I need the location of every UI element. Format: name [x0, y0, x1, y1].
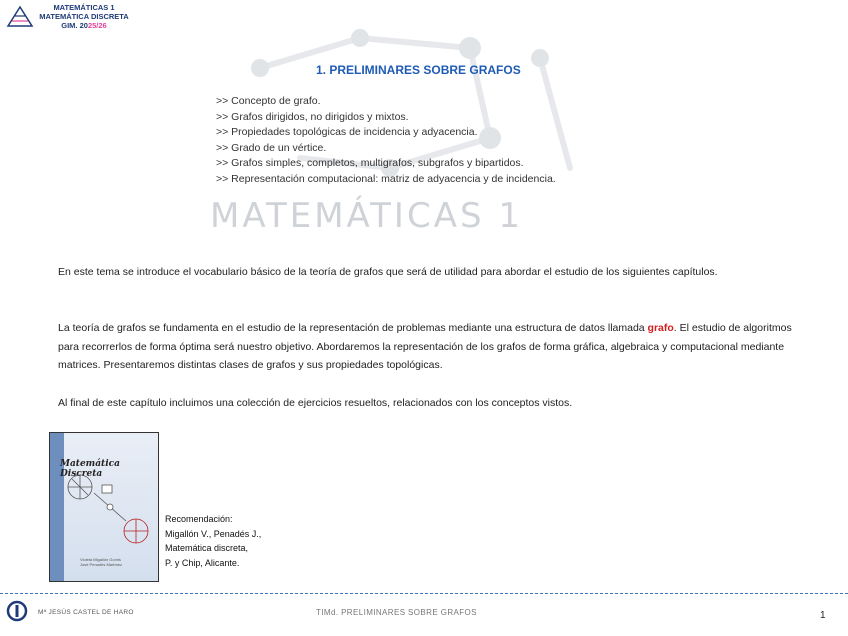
book-cover-author: Violeta Migallón Gomis: [80, 557, 121, 562]
theory-text-start: La teoría de grafos se fundamenta en el estudio de la representación de problemas mediante una estructura de datos llamada: [58, 322, 648, 334]
book-cover-authors: [80, 557, 122, 567]
course-year: [36, 21, 132, 30]
recommendation-block: [165, 512, 261, 570]
recommendation-publisher: P. y Chip, Alicante.: [165, 557, 240, 568]
course-year-suffix: 25/26: [87, 21, 107, 30]
book-cover-author: José Penadés Martínez: [80, 562, 123, 567]
book-cover-graph-icon: [64, 473, 156, 553]
intro-paragraph: En este tema se introduce el vocabulario básico de la teoría de grafos que será de utilidad para abordar el estudio de los siguientes capítulos.: [58, 266, 718, 278]
course-subject: MATEMÁTICA DISCRETA: [39, 12, 129, 21]
footer-author: Mª JESÚS CASTEL DE HARO: [38, 609, 134, 616]
exercises-paragraph: Al final de este capítulo incluimos una colección de ejercicios resueltos, relacionados con los conceptos vistos.: [58, 397, 573, 409]
course-header: [36, 3, 132, 30]
theory-text-end: . El estudio de algoritmos para recorrerlos de forma óptima será nuestro objetivo. Abordaremos la representación de los grafos de forma gráfica, algebraica y computacional mediante matrices. Presentaremos distintas clases de grafos y sus propiedades topológicas.: [58, 322, 792, 372]
page-number: 1: [820, 610, 826, 621]
topic-list: [216, 94, 556, 188]
recommendation-authors: Migallón V., Penadés J.,: [165, 528, 262, 539]
recommendation-book-title: Matemática discreta,: [165, 543, 249, 554]
book-spine-strip: [50, 433, 64, 581]
page-title: 1. PRELIMINARES SOBRE GRAFOS: [316, 63, 521, 77]
watermark-text: MATEMÁTICAS 1: [210, 196, 523, 236]
book-cover-title: Matemática Discreta: [60, 459, 120, 479]
theory-paragraph: [58, 319, 798, 375]
footer-logo-icon: [6, 600, 28, 622]
topic-item: >> Grafos simples, completos, multigrafos, subgrafos y bipartidos.: [216, 157, 524, 170]
topic-item: >> Concepto de grafo.: [216, 95, 321, 107]
highlight-term: grafo: [647, 322, 674, 334]
course-year-prefix: GIM. 20: [61, 21, 88, 30]
topic-item: >> Representación computacional: matriz de adyacencia y de incidencia.: [216, 172, 556, 185]
course-name: MATEMÁTICAS 1: [53, 3, 115, 12]
footer-divider: [0, 593, 848, 594]
university-logo-icon: [6, 4, 34, 28]
topic-item: >> Grafos dirigidos, no dirigidos y mixtos.: [216, 110, 409, 123]
topic-item: >> Grado de un vértice.: [216, 141, 327, 154]
topic-item: >> Propiedades topológicas de incidencia y adyacencia.: [216, 126, 478, 139]
recommendation-label: Recomendación:: [165, 514, 233, 524]
book-cover-image: [49, 432, 159, 582]
footer-topic: TIMd. PRELIMINARES SOBRE GRAFOS: [316, 608, 477, 617]
